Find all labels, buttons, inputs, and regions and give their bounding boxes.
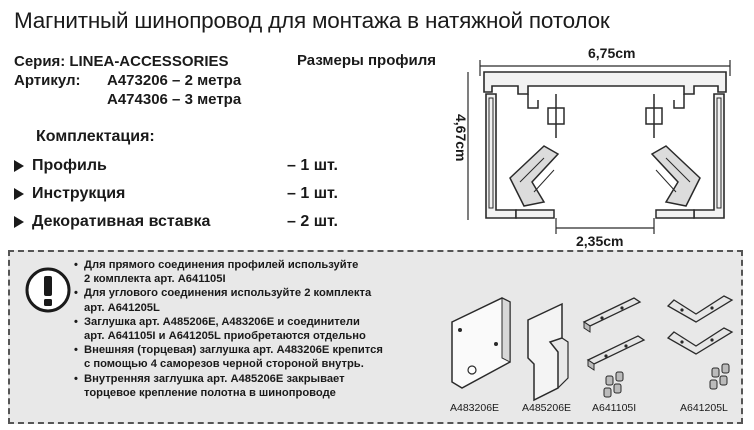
note-item: • Для прямого соединения профилей используйте 2 комплекта арт. A641105I: [74, 259, 359, 286]
kit-item-qty: – 1 шт.: [287, 157, 338, 174]
kit-item: [14, 208, 344, 236]
end-cap-icon: [452, 298, 510, 388]
article-row-2: [14, 90, 241, 109]
kit-item-name: Профиль: [32, 157, 107, 174]
product-info: [14, 52, 241, 109]
bullet-triangle-icon: [14, 188, 24, 200]
profile-drawing: [453, 42, 750, 252]
part-code: A641205L: [680, 402, 728, 414]
profile-cross-section-icon: [453, 42, 750, 252]
note-item: • Внешняя (торцевая) заглушка арт. A483206E крепится с помощью 4 саморезов черной стороной внутрь.: [74, 344, 383, 371]
page-title: Магнитный шинопровод для монтажа в натяжной потолок: [14, 8, 610, 33]
article-item: A473206 – 2 метра: [107, 72, 242, 89]
notes-panel: [8, 250, 743, 424]
note-item: • Заглушка арт. A485206E, A483206E и соединители арт. A641105I и A641205L приобретаются отдельно: [74, 315, 366, 343]
kit-item: [14, 152, 344, 180]
notes-list: [74, 258, 444, 400]
kit-list: [14, 152, 344, 236]
exclamation-icon: [24, 266, 72, 314]
note-text: Для углового соединения используйте 2 комплекта арт. A641205L: [84, 287, 372, 314]
bullet-triangle-icon: [14, 216, 24, 228]
kit-title: Комплектация:: [36, 128, 155, 145]
part-code: A483206E: [450, 402, 500, 414]
kit-item-qty: – 1 шт.: [287, 185, 338, 202]
article-row: [14, 71, 241, 90]
series-label: Серия:: [14, 53, 66, 70]
width-dimension: 6,75cm: [588, 45, 636, 61]
article-item: A474306 – 3 метра: [107, 91, 242, 108]
kit-item: [14, 180, 344, 208]
dimensions-heading: Размеры профиля: [297, 52, 437, 69]
series-row: [14, 52, 241, 71]
part-code: A485206E: [522, 402, 572, 414]
parts-illustration: [444, 278, 742, 424]
slot-dimension: 2,35cm: [576, 233, 624, 249]
note-item: • Внутренняя заглушка арт. A485206E закрывает торцевое крепление полотна в шинопроводе: [74, 372, 345, 399]
note-item: • Для углового соединения используйте 2 комплекта арт. A641205L: [74, 287, 372, 314]
straight-connector-icon: [584, 298, 644, 397]
inner-plug-icon: [528, 304, 568, 400]
note-text: Для прямого соединения профилей используйте 2 комплекта арт. A641105I: [84, 259, 359, 286]
part-code: A641105I: [592, 402, 637, 414]
corner-connector-icon: [668, 296, 732, 389]
series-value: LINEA-ACCESSORIES: [69, 53, 229, 70]
kit-item-qty: – 2 шт.: [287, 213, 338, 230]
article-label: Артикул:: [14, 72, 81, 89]
note-text: Заглушка арт. A485206E, A483206E и соединители арт. A641105I и A641205L приобретаются отдельно: [84, 315, 366, 343]
kit-item-name: Инструкция: [32, 185, 126, 202]
height-dimension: 4,67cm: [453, 114, 469, 162]
bullet-triangle-icon: [14, 160, 24, 172]
kit-item-name: Декоративная вставка: [32, 213, 211, 230]
note-text: Внутренняя заглушка арт. A485206E закрывает торцевое крепление полотна в шинопроводе: [84, 372, 345, 399]
note-text: Внешняя (торцевая) заглушка арт. A483206E крепится с помощью 4 саморезов черной стороной внутрь.: [84, 344, 383, 371]
